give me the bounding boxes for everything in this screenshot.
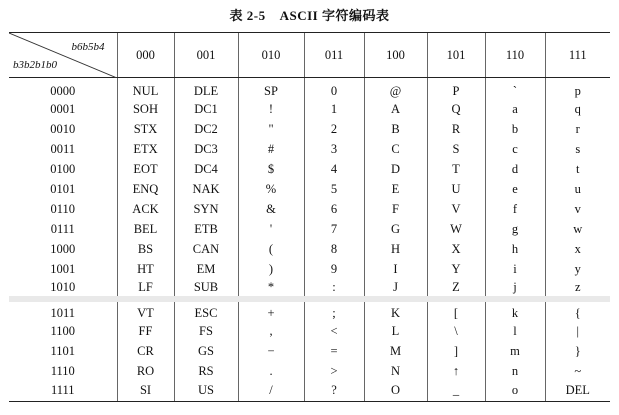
table-cell: DC4 [174, 159, 238, 179]
table-cell: ` [485, 78, 545, 100]
ascii-table [9, 32, 610, 402]
table-cell: y [545, 259, 610, 279]
row-code: 1101 [50, 343, 76, 358]
row-code: 1010 [9, 279, 117, 299]
table-cell: SP [238, 78, 304, 100]
table-cell: l [485, 321, 545, 341]
table-cell: s [545, 139, 610, 159]
table-cell: 4 [304, 159, 364, 179]
table-cell: DC1 [174, 99, 238, 119]
table-cell: : [304, 279, 364, 299]
table-cell: < [304, 321, 364, 341]
table-caption [0, 5, 619, 24]
table-cell: ETX [117, 139, 174, 159]
table-cell: ' [238, 219, 304, 239]
table-cell: BEL [117, 219, 174, 239]
table-cell: = [304, 341, 364, 361]
table-cell: 2 [304, 119, 364, 139]
table-cell: T [427, 159, 485, 179]
row-code: 0101 [50, 181, 76, 196]
table-cell: o [485, 381, 545, 401]
table-cell: % [238, 179, 304, 199]
table-cell: CAN [174, 239, 238, 259]
row-code: 0001 [50, 101, 76, 116]
corner-diagonal-line [9, 33, 117, 78]
table-cell: RS [174, 361, 238, 381]
table-cell: U [427, 179, 485, 199]
column-header: 100 [364, 33, 427, 78]
column-header: 000 [117, 33, 174, 78]
row-code: 1011 [50, 306, 76, 320]
table-cell: C [364, 139, 427, 159]
table-cell: ENQ [117, 179, 174, 199]
row-code: 0011 [50, 141, 76, 156]
table-cell: z [545, 279, 610, 299]
table-cell: ? [304, 381, 364, 401]
table-cell: ( [238, 239, 304, 259]
table-cell: b [485, 119, 545, 139]
table-row [9, 361, 610, 381]
table-row [9, 99, 610, 119]
column-header: 001 [174, 33, 238, 78]
column-header: 011 [304, 33, 364, 78]
table-cell: h [485, 239, 545, 259]
table-cell: # [238, 139, 304, 159]
table-cell: 3 [304, 139, 364, 159]
table-cell: BS [117, 239, 174, 259]
table-cell: EM [174, 259, 238, 279]
low-bits-label: b3b2b1b0 [13, 59, 57, 71]
row-code: 1111 [9, 381, 117, 401]
table-cell: W [427, 219, 485, 239]
table-cell: } [545, 341, 610, 361]
table-cell: Z [427, 279, 485, 299]
table-cell: v [545, 199, 610, 219]
table-cell: ETB [174, 219, 238, 239]
table-cell: j [485, 279, 545, 299]
table-cell: E [364, 179, 427, 199]
table-cell: J [364, 279, 427, 299]
table-cell: 1 [304, 99, 364, 119]
table-number: 表 2-5 [229, 8, 266, 23]
table-cell: q [545, 99, 610, 119]
table-cell: { [545, 299, 610, 321]
table-cell: V [427, 199, 485, 219]
table-cell: 5 [304, 179, 364, 199]
table-cell: $ [238, 159, 304, 179]
table-cell: c [485, 139, 545, 159]
table-cell: EOT [117, 159, 174, 179]
table-cell: [ [427, 299, 485, 321]
table-row [9, 199, 610, 219]
table-cell: X [427, 239, 485, 259]
table-cell: 6 [304, 199, 364, 219]
table-cell: NUL [117, 78, 174, 100]
table-cell: H [364, 239, 427, 259]
table-cell: / [238, 381, 304, 401]
table-row [9, 341, 610, 361]
table-cell: FF [117, 321, 174, 341]
table-cell: R [427, 119, 485, 139]
table-row [9, 119, 610, 139]
table-cell: STX [117, 119, 174, 139]
table-cell: ; [304, 299, 364, 321]
table-cell: O [364, 381, 427, 401]
table-row [9, 279, 610, 299]
table-cell: DEL [545, 381, 610, 401]
table-cell: + [238, 299, 304, 321]
table-cell: 9 [304, 259, 364, 279]
table-cell: − [238, 341, 304, 361]
table-cell: r [545, 119, 610, 139]
column-header: 010 [238, 33, 304, 78]
table-cell: \ [427, 321, 485, 341]
table-cell: M [364, 341, 427, 361]
table-cell: 7 [304, 219, 364, 239]
table-cell: > [304, 361, 364, 381]
row-code: 1001 [50, 261, 76, 276]
table-cell: DLE [174, 78, 238, 100]
table-cell: F [364, 199, 427, 219]
table-cell: w [545, 219, 610, 239]
table-cell: u [545, 179, 610, 199]
table-cell: NAK [174, 179, 238, 199]
table-cell: CR [117, 341, 174, 361]
table-cell: 0 [304, 78, 364, 100]
table-cell: f [485, 199, 545, 219]
table-row [9, 299, 610, 321]
table-row [9, 159, 610, 179]
table-cell: ESC [174, 299, 238, 321]
column-header: 101 [427, 33, 485, 78]
row-code: 1110 [50, 363, 75, 378]
table-cell: N [364, 361, 427, 381]
table-cell: B [364, 119, 427, 139]
row-code: 0111 [50, 221, 75, 236]
table-cell: d [485, 159, 545, 179]
table-cell: RO [117, 361, 174, 381]
table-body [9, 78, 610, 402]
table-cell: G [364, 219, 427, 239]
header-row [9, 33, 610, 78]
table-row [9, 381, 610, 401]
table-cell: LF [117, 279, 174, 299]
row-code: 0000 [50, 84, 76, 98]
table-cell: DC3 [174, 139, 238, 159]
high-bits-label: b6b5b4 [71, 41, 105, 53]
table-row [9, 179, 610, 199]
table-cell: t [545, 159, 610, 179]
table-cell: . [238, 361, 304, 381]
table-cell: " [238, 119, 304, 139]
table-cell: SUB [174, 279, 238, 299]
table-cell: e [485, 179, 545, 199]
table-cell: m [485, 341, 545, 361]
table-cell: 8 [304, 239, 364, 259]
row-code: 0110 [50, 201, 76, 216]
table-cell: @ [364, 78, 427, 100]
table-row [9, 139, 610, 159]
corner-header-cell [9, 33, 117, 78]
table-cell: p [545, 78, 610, 100]
table-cell: | [545, 321, 610, 341]
table-row [9, 78, 610, 100]
table-cell: ] [427, 341, 485, 361]
column-header: 111 [545, 33, 610, 78]
table-cell: ↑ [427, 361, 485, 381]
table-cell: ) [238, 259, 304, 279]
table-row [9, 219, 610, 239]
table-cell: ACK [117, 199, 174, 219]
table-cell: Y [427, 259, 485, 279]
row-code: 0100 [50, 161, 76, 176]
table-row [9, 321, 610, 341]
table-cell: FS [174, 321, 238, 341]
table-cell: x [545, 239, 610, 259]
table-cell: g [485, 219, 545, 239]
table-row [9, 239, 610, 259]
table-cell: US [174, 381, 238, 401]
table-cell: L [364, 321, 427, 341]
table-cell: HT [117, 259, 174, 279]
table-cell: D [364, 159, 427, 179]
table-cell: n [485, 361, 545, 381]
table-cell: S [427, 139, 485, 159]
table-cell: i [485, 259, 545, 279]
table-cell: SYN [174, 199, 238, 219]
table-cell: _ [427, 381, 485, 401]
table-cell: & [238, 199, 304, 219]
row-code: 1100 [50, 323, 76, 338]
table-cell: k [485, 299, 545, 321]
row-code: 0010 [50, 121, 76, 136]
table-cell: VT [117, 299, 174, 321]
table-cell: GS [174, 341, 238, 361]
table-cell: I [364, 259, 427, 279]
table-cell: Q [427, 99, 485, 119]
row-code: 1000 [50, 241, 76, 256]
table-cell: P [427, 78, 485, 100]
table-cell: DC2 [174, 119, 238, 139]
table-cell: A [364, 99, 427, 119]
table-cell: SOH [117, 99, 174, 119]
table-title: ASCII 字符编码表 [279, 8, 390, 23]
table-cell: ~ [545, 361, 610, 381]
table-cell: SI [117, 381, 174, 401]
table-cell: * [238, 279, 304, 299]
table-cell: a [485, 99, 545, 119]
table-cell: ! [238, 99, 304, 119]
column-header: 110 [485, 33, 545, 78]
table-row [9, 259, 610, 279]
table-cell: , [238, 321, 304, 341]
table-cell: K [364, 299, 427, 321]
